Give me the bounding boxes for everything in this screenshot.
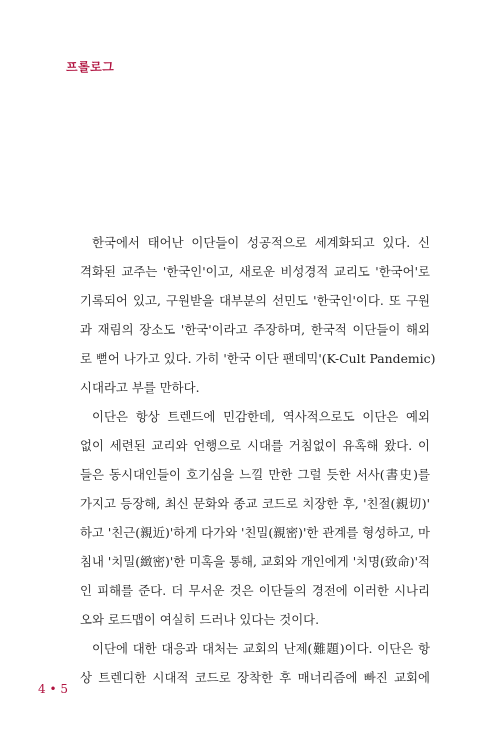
text-line: 들은 동시대인들이 호기심을 느낄 만한 그럴 듯한 서사(書史)를 (80, 467, 430, 482)
page-number: 4 • 5 (38, 682, 68, 696)
text-line: 로 뻗어 나가고 있다. 가히 '한국 이단 팬데믹'(K-Cult Pandemic) (80, 351, 436, 366)
paragraph-2 (80, 402, 430, 634)
text-line: 가지고 등장해, 최신 문화와 종교 코드로 치장한 후, '친절(親切)' (80, 496, 430, 511)
text-line: 상 트렌디한 시대적 코드로 장착한 후 매너리즘에 빠진 교회에 (80, 670, 430, 685)
text-line: 이단은 항상 트렌드에 민감한데, 역사적으로도 이단은 예외 (92, 409, 430, 424)
text-line: 하고 '친근(親近)'하게 다가와 '친밀(親密)'한 관계를 형성하고, 마 (80, 525, 430, 540)
section-label: 프롤로그 (66, 60, 115, 74)
text-line: 시대라고 부를 만하다. (80, 380, 200, 395)
text-line: 이단에 대한 대응과 대처는 교회의 난제(難題)이다. 이단은 항 (92, 641, 430, 656)
text-line: 한국에서 태어난 이단들이 성공적으로 세계화되고 있다. 신 (92, 235, 430, 250)
text-line: 인 피해를 준다. 더 무서운 것은 이단들의 경전에 이러한 시나리 (80, 583, 430, 598)
body-text (80, 228, 436, 692)
text-line: 없이 세련된 교리와 언행으로 시대를 거침없이 유혹해 왔다. 이 (80, 438, 430, 453)
text-line: 오와 로드맵이 여실히 드러나 있다는 것이다. (80, 612, 320, 627)
text-line: 격화된 교주는 '한국인'이고, 새로운 비성경적 교리도 '한국어'로 (80, 264, 430, 279)
text-line: 침내 '치밀(緻密)'한 미혹을 통해, 교회와 개인에게 '치명(致命)'적 (80, 554, 430, 569)
paragraph-1 (80, 228, 436, 402)
paragraph-3 (80, 634, 430, 692)
text-line: 기록되어 있고, 구원받을 대부분의 선민도 '한국인'이다. 또 구원 (80, 293, 430, 308)
text-line: 과 재림의 장소도 '한국'이라고 주장하며, 한국적 이단들이 해외 (80, 322, 430, 337)
